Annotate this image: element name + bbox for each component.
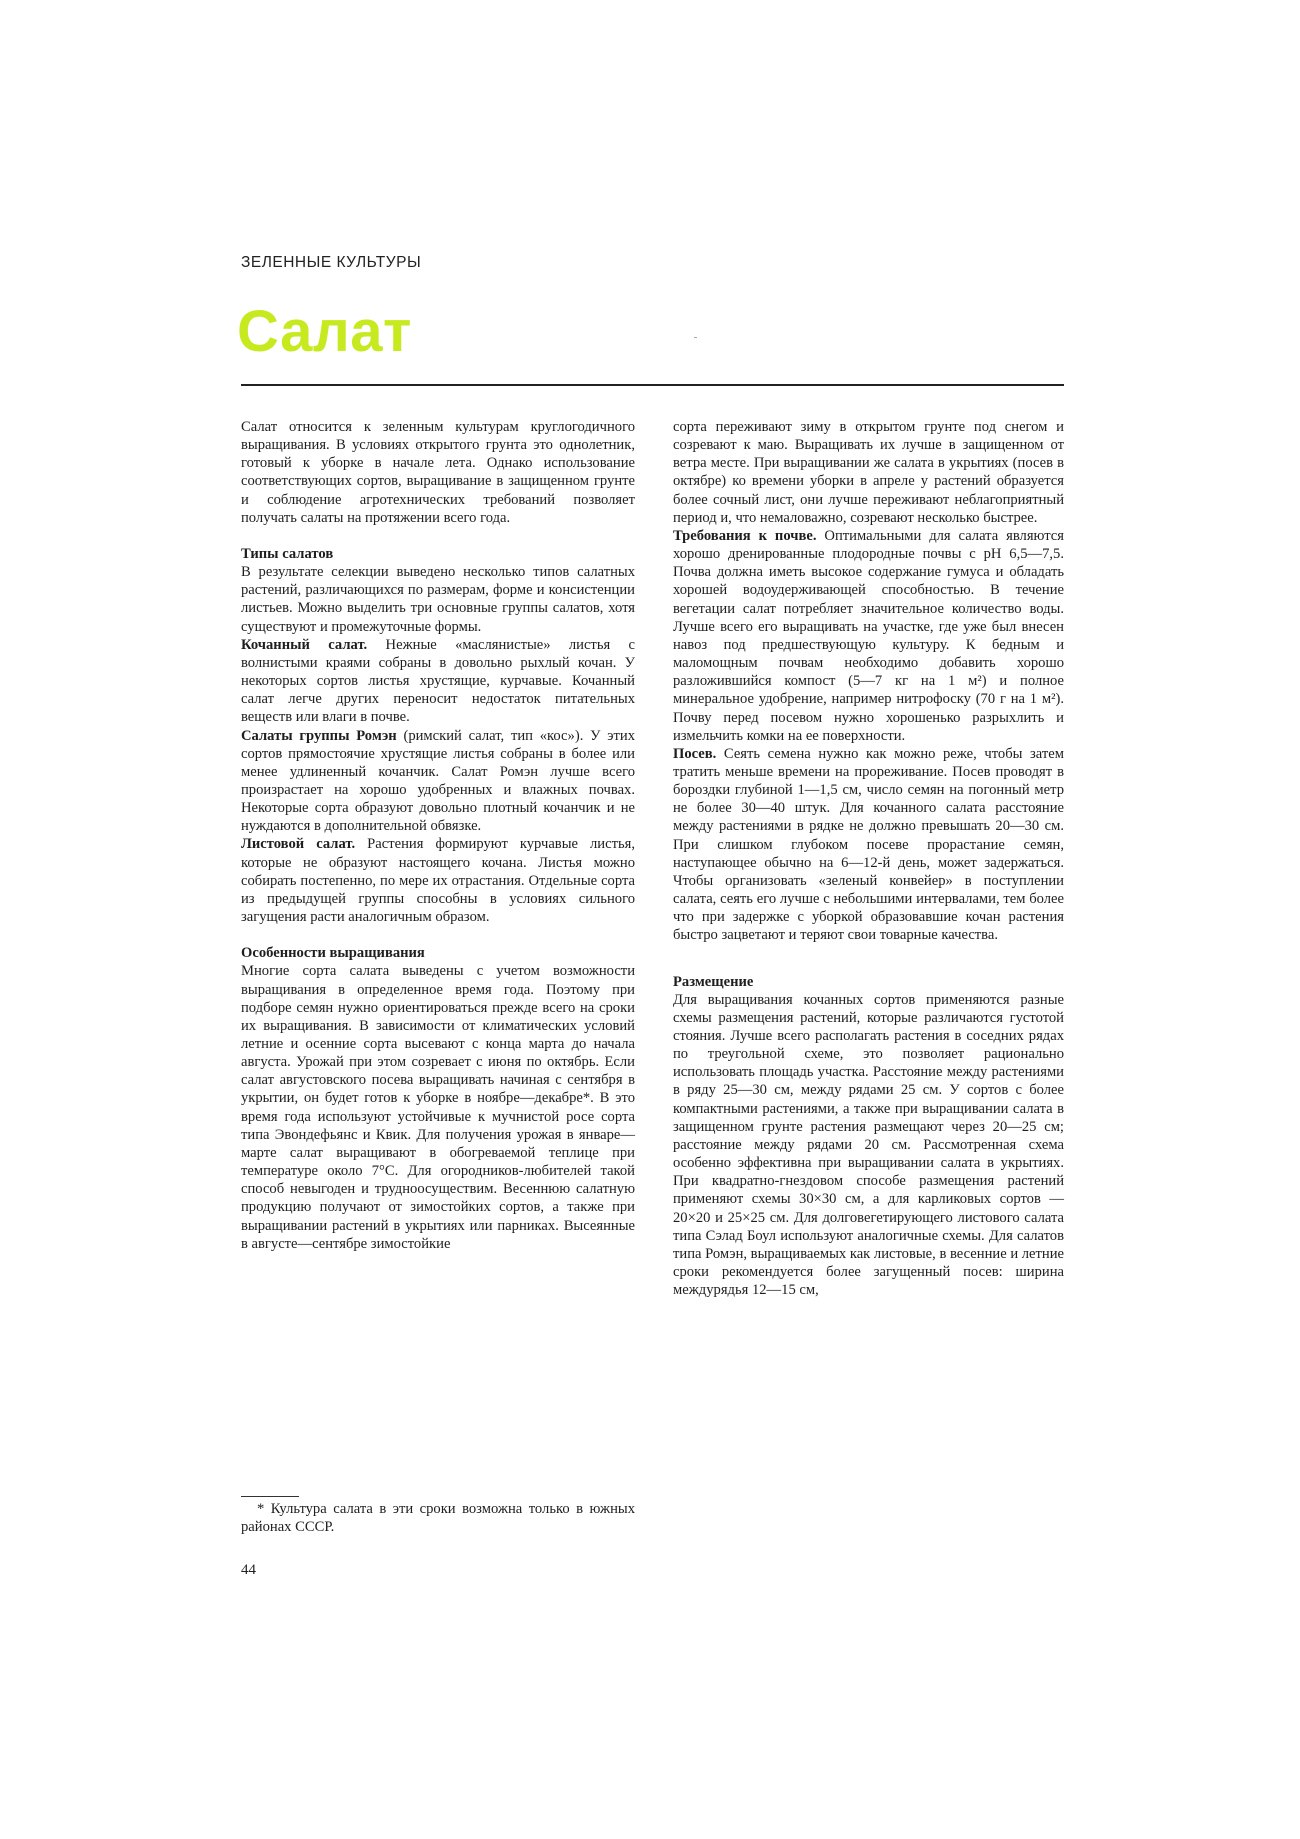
sowing-paragraph	[673, 745, 1064, 945]
types-paragraph: В результате селекции выведено несколько типов салатных растений, различающихся по размерам, форме и консистенции листьев. Можно выделить три основные группы салатов, хотя существуют и промежуточные формы.	[241, 564, 635, 635]
footnote-rule	[241, 1496, 299, 1497]
sowing-term: Посев.	[673, 745, 717, 762]
left-column	[241, 418, 635, 1253]
leaf-lettuce-term: Листовой салат.	[241, 836, 356, 853]
placement-paragraph: Для выращивания кочанных сортов применяются разные схемы размещения растений, которые различаются густотой стояния. Лучше всего располагать растения в соседних рядах по треугольной схеме, это позволяет рационально использовать площадь участка. Расстояние между растениями в ряду 25—30 см, между рядами 25 см. У сортов с более компактными растениями, а также при выращивании салата в защищенном грунте растения размещают через 20—25 см; расстояние между рядами 20 см. Рассмотренная схема особенно эффективна при выращивании салата в укрытиях. При квадратно-гнездовом способе размещения растений применяют схемы 30×30 см, а для карликовых сортов — 20×20 и 25×25 см. Для долговегетирующего листового салата типа Сэлад Боул используют аналогичные схемы. Для салатов типа Ромэн, выращиваемых как листовые, в весенние и летние сроки рекомендуется более загущенный посев: ширина междурядья 12—15 см,	[673, 991, 1065, 1299]
types-heading: Типы салатов	[241, 545, 334, 562]
growing-paragraph: Многие сорта салата выведены с учетом возможности выращивания в определенное время года. Поэтому при подборе семян нужно ориентироваться прежде всего на сроки их выращивания. В зависимости от климатических условий летние и осенние сорта высевают с конца марта до начала августа. Урожай при этом созревает с июня по октябрь. Если салат августовского посева выращивать начиная с сентября в укрытии, он будет готов к уборке в ноябре—декабре*. В это время года используют устойчивые к мучнистой росе сорта типа Эвондефьянс и Квик. Для получения урожая в январе—марте салат выращивают в обогреваемой теплице при температуре около 7°С. Для огородников-любителей такой способ невыгоден и трудноосуществим. Весеннюю салатную продукцию получают от зимостойких сортов, а также при выращивании растений в укрытиях или парниках. Высеянные в августе—сентябре зимостойкие	[241, 963, 635, 1252]
footnote	[241, 1500, 635, 1536]
placement-heading: Размещение	[673, 973, 754, 990]
title-rule	[241, 384, 1064, 386]
soil-paragraph	[673, 527, 1064, 745]
romaine-text: (римский салат, тип «кос»). У этих сортов прямостоячие хрустящие листья собраны в более или менее удлиненный кочанчик. Салат Ромэн лучше всего произрастает на хорошо удобренных и влажных почвах. Некоторые сорта образуют довольно плотный кочанчик и не нуждаются в дополнительной обвязке.	[241, 727, 635, 835]
romaine-term: Салаты группы Ромэн	[241, 727, 397, 744]
leaf-lettuce-text: Растения формируют курчавые листья, которые не образуют настоящего кочана. Листья можно собирать постепенно, по мере их отрастания. Отдельные сорта из предыдущей группы способны в условиях сильного загущения расти аналогичным образом.	[241, 836, 635, 926]
page-number: 44	[241, 1562, 256, 1578]
continuation-paragraph: сорта переживают зиму в открытом грунте под снегом и созревают к маю. Выращивать их лучше в защищенном от ветра месте. При выращивании же салата в укрытиях (посев в октябре) ко времени уборки в апреле у растений образуется более сочный лист, они лучше переживают неблагоприятный период и, что немаловажно, созревают несколько быстрее.	[673, 419, 1064, 526]
soil-text: Оптимальными для салата являются хорошо дренированные плодородные почвы с рН 6,5—7,5. Почва должна иметь высокое содержание гумуса и обладать хорошей водоудерживающей способностью. В течение вегетации салат потребляет значительное количество воды. Лучше всего его выращивать на участке, где уже был внесен навоз под предшествующую культуру. К бедным и маломощным почвам необходимо добавить хорошо разложившийся компост (5—7 кг на 1 м²) и полное минеральное удобрение, например нитрофоску (70 г на 1 м²). Почву перед посевом нужно хорошенько разрыхлить и измельчить комки на ее поверхности.	[673, 527, 1064, 744]
footnote-marker: *	[257, 1501, 265, 1517]
head-lettuce-term: Кочанный салат.	[241, 636, 368, 653]
romaine-paragraph	[241, 727, 635, 836]
footnote-text: Культура салата в эти сроки возможна только в южных районах СССР.	[241, 1501, 635, 1536]
head-lettuce-text: Нежные «маслянистые» листья с волнистыми краями собраны в довольно рыхлый кочан. У некоторых сортов листья хрустящие, курчавые. Кочанный салат легче других переносит недостаток питательных веществ или влаги в почве.	[241, 636, 636, 726]
section-label: ЗЕЛЕННЫЕ КУЛЬТУРЫ	[241, 254, 422, 271]
scan-speck	[694, 337, 697, 338]
intro-paragraph: Салат относится к зеленным культурам круглогодичного выращивания. В условиях открытого грунта это однолетник, готовый к уборке в начале лета. Однако использование соответствующих сортов, выращивание в защищенном грунте и соблюдение агротехнических требований позволяет получать салаты на протяжении всего года.	[241, 419, 635, 526]
soil-term: Требования к почве.	[673, 527, 817, 544]
head-lettuce-paragraph	[241, 636, 635, 727]
page-title: Салат	[237, 299, 412, 364]
sowing-text: Сеять семена нужно как можно реже, чтобы затем тратить меньше времени на прореживание. Посев проводят в бороздки глубиной 1—1,5 см, число семян на погонный метр не более 30—40 штук. Для кочанного салата расстояние между растениями в рядке не должно превышать 20—30 см. При слишком глубоком посеве прорастание семян, наступающее обычно на 6—12-й день, может задержаться. Чтобы организовать «зеленый конвейер» в поступлении салата, сеять его лучше с небольшими интервалами, тем более что при задержке с уборкой образовавшие кочан растения быстро зацветают и теряют свои товарные качества.	[673, 745, 1064, 944]
leaf-lettuce-paragraph	[241, 835, 635, 926]
growing-heading: Особенности выращивания	[241, 945, 425, 962]
right-column	[673, 418, 1064, 1299]
